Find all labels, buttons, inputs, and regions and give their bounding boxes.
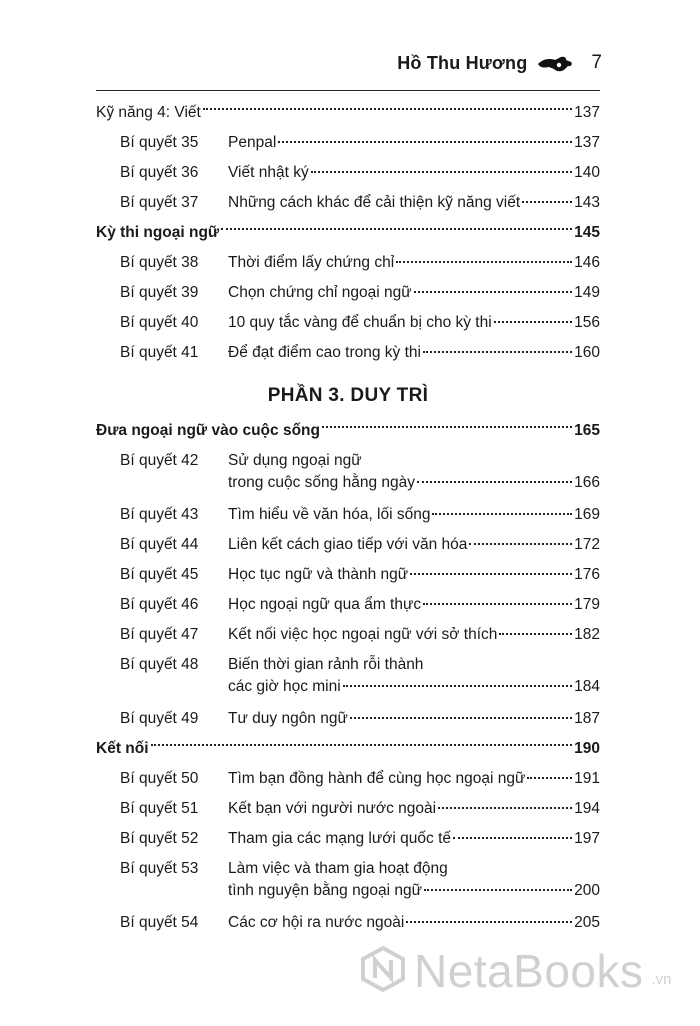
entry-line bbox=[228, 282, 600, 304]
entry-title: Tham gia các mạng lưới quốc tế bbox=[228, 830, 452, 847]
section-title: Kỹ năng 4: Viết bbox=[96, 104, 201, 121]
section-title: Đưa ngoại ngữ vào cuộc sống bbox=[96, 422, 320, 439]
entry-title: Tư duy ngôn ngữ bbox=[228, 710, 348, 727]
dot-leader bbox=[527, 777, 572, 779]
entry-title: Tìm bạn đồng hành để cùng học ngoại ngữ bbox=[228, 770, 526, 787]
entry-line bbox=[228, 472, 600, 494]
part-title: PHẦN 3. DUY TRÌ bbox=[267, 385, 429, 406]
dot-leader bbox=[221, 228, 572, 230]
toc-section[interactable] bbox=[96, 98, 600, 128]
entry-title: 10 quy tắc vàng để chuẩn bị cho kỳ thi bbox=[228, 314, 492, 331]
dot-leader bbox=[432, 513, 572, 515]
entry-code: Bí quyết 54 bbox=[120, 914, 199, 931]
entry-title: Viết nhật ký bbox=[228, 164, 309, 181]
entry-title: Penpal bbox=[228, 134, 277, 151]
entry-line bbox=[228, 858, 600, 880]
entry-line bbox=[228, 564, 600, 586]
entry-line bbox=[228, 534, 600, 556]
toc-entry[interactable] bbox=[96, 338, 600, 368]
entry-code: Bí quyết 44 bbox=[120, 536, 199, 553]
toc-entry[interactable] bbox=[96, 128, 600, 158]
dot-leader bbox=[322, 426, 572, 428]
entry-title: Chọn chứng chỉ ngoại ngữ bbox=[228, 284, 412, 301]
toc-entry[interactable] bbox=[96, 560, 600, 590]
toc-entry[interactable] bbox=[96, 530, 600, 560]
watermark-suffix: .vn bbox=[651, 971, 672, 988]
entry-code: Bí quyết 39 bbox=[120, 284, 199, 301]
entry-page: 169 bbox=[574, 506, 600, 523]
entry-title: Học ngoại ngữ qua ẩm thực bbox=[228, 596, 422, 613]
entry-line bbox=[228, 768, 600, 790]
entry-title: Liên kết cách giao tiếp với văn hóa bbox=[228, 536, 468, 553]
entry-body bbox=[228, 912, 600, 934]
entry-title: Biến thời gian rảnh rỗi thành bbox=[228, 656, 424, 673]
entry-code: Bí quyết 49 bbox=[120, 710, 199, 727]
entry-page: 137 bbox=[574, 134, 600, 151]
entry-line bbox=[228, 192, 600, 214]
entry-page: 146 bbox=[574, 254, 600, 271]
entry-page: 172 bbox=[574, 536, 600, 553]
dot-leader bbox=[423, 351, 572, 353]
entry-code: Bí quyết 47 bbox=[120, 626, 199, 643]
entry-body bbox=[228, 342, 600, 364]
toc-entry[interactable] bbox=[96, 500, 600, 530]
entry-line bbox=[228, 162, 600, 184]
entry-page: 166 bbox=[574, 474, 600, 491]
toc-entry[interactable] bbox=[96, 590, 600, 620]
entry-title: Làm việc và tham gia hoạt động bbox=[228, 860, 448, 877]
entry-code: Bí quyết 36 bbox=[120, 164, 199, 181]
entry-page: 149 bbox=[574, 284, 600, 301]
dot-leader bbox=[151, 744, 573, 746]
entry-line bbox=[228, 676, 600, 698]
entry-body bbox=[228, 798, 600, 820]
dot-leader bbox=[417, 481, 572, 483]
entry-body bbox=[228, 828, 600, 850]
entry-page: 143 bbox=[574, 194, 600, 211]
author-name: Hồ Thu Hương bbox=[397, 52, 528, 73]
entry-body bbox=[228, 768, 600, 790]
entry-code: Bí quyết 46 bbox=[120, 596, 199, 613]
entry-code: Bí quyết 45 bbox=[120, 566, 199, 583]
entry-line bbox=[228, 594, 600, 616]
entry-line bbox=[228, 654, 600, 676]
header-rule bbox=[96, 90, 600, 91]
entry-page: 200 bbox=[574, 882, 600, 899]
entry-page: 205 bbox=[574, 914, 600, 931]
dot-leader bbox=[453, 837, 572, 839]
entry-page: 160 bbox=[574, 344, 600, 361]
section-page: 145 bbox=[574, 224, 600, 241]
toc-entry[interactable] bbox=[96, 908, 600, 938]
entry-code: Bí quyết 52 bbox=[120, 830, 199, 847]
toc-section[interactable] bbox=[96, 734, 600, 764]
entry-page: 179 bbox=[574, 596, 600, 613]
entry-page: 182 bbox=[574, 626, 600, 643]
dot-leader bbox=[424, 889, 572, 891]
entry-page: 184 bbox=[574, 678, 600, 695]
toc-section[interactable] bbox=[96, 416, 600, 446]
entry-body bbox=[228, 858, 600, 902]
toc-entry[interactable] bbox=[96, 158, 600, 188]
netabooks-logo-icon bbox=[360, 946, 406, 997]
toc-entry[interactable] bbox=[96, 188, 600, 218]
dot-leader bbox=[423, 603, 572, 605]
entry-line bbox=[228, 252, 600, 274]
dot-leader bbox=[414, 291, 573, 293]
entry-body bbox=[228, 132, 600, 154]
entry-title: tình nguyện bằng ngoại ngữ bbox=[228, 882, 422, 899]
entry-body bbox=[228, 162, 600, 184]
entry-page: 176 bbox=[574, 566, 600, 583]
entry-code: Bí quyết 51 bbox=[120, 800, 199, 817]
toc-entry[interactable] bbox=[96, 764, 600, 794]
entry-code: Bí quyết 38 bbox=[120, 254, 199, 271]
watermark-brand: NetaBooks bbox=[414, 945, 644, 997]
dot-leader bbox=[410, 573, 572, 575]
dot-leader bbox=[396, 261, 572, 263]
entry-code: Bí quyết 53 bbox=[120, 860, 199, 877]
entry-line bbox=[228, 798, 600, 820]
entry-page: 194 bbox=[574, 800, 600, 817]
entry-body bbox=[228, 594, 600, 616]
entry-code: Bí quyết 48 bbox=[120, 656, 199, 673]
entry-code: Bí quyết 37 bbox=[120, 194, 199, 211]
entry-body bbox=[228, 282, 600, 304]
entry-line bbox=[228, 880, 600, 902]
section-page: 137 bbox=[574, 104, 600, 121]
dot-leader bbox=[343, 685, 572, 687]
toc-entry[interactable] bbox=[96, 278, 600, 308]
entry-body bbox=[228, 192, 600, 214]
entry-line bbox=[228, 624, 600, 646]
watermark bbox=[360, 944, 672, 998]
entry-body bbox=[228, 450, 600, 494]
entry-code: Bí quyết 43 bbox=[120, 506, 199, 523]
entry-body bbox=[228, 624, 600, 646]
entry-body bbox=[228, 504, 600, 526]
section-title: Kết nối bbox=[96, 740, 149, 757]
entry-body bbox=[228, 312, 600, 334]
entry-title: Để đạt điểm cao trong kỳ thi bbox=[228, 344, 421, 361]
toc-entry[interactable] bbox=[96, 824, 600, 854]
entry-line bbox=[228, 132, 600, 154]
toc-entry[interactable] bbox=[96, 650, 600, 704]
section-title: Kỳ thi ngoại ngữ bbox=[96, 224, 220, 241]
entry-body bbox=[228, 708, 600, 730]
dot-leader bbox=[278, 141, 572, 143]
entry-body bbox=[228, 654, 600, 698]
entry-page: 197 bbox=[574, 830, 600, 847]
entry-code: Bí quyết 50 bbox=[120, 770, 199, 787]
hand-pointer-icon bbox=[537, 52, 573, 74]
entry-page: 191 bbox=[574, 770, 600, 787]
entry-title: Sử dụng ngoại ngữ bbox=[228, 452, 362, 469]
entry-body bbox=[228, 252, 600, 274]
entry-title: Thời điểm lấy chứng chỉ bbox=[228, 254, 395, 271]
section-page: 165 bbox=[574, 422, 600, 439]
entry-code: Bí quyết 41 bbox=[120, 344, 199, 361]
entry-line bbox=[228, 450, 600, 472]
entry-title: Kết bạn với người nước ngoài bbox=[228, 800, 437, 817]
entry-title: Học tục ngữ và thành ngữ bbox=[228, 566, 409, 583]
dot-leader bbox=[522, 201, 572, 203]
entry-title: Những cách khác để cải thiện kỹ năng viết bbox=[228, 194, 521, 211]
dot-leader bbox=[494, 321, 572, 323]
entry-page: 156 bbox=[574, 314, 600, 331]
entry-code: Bí quyết 42 bbox=[120, 452, 199, 469]
dot-leader bbox=[438, 807, 572, 809]
dot-leader bbox=[350, 717, 572, 719]
entry-line bbox=[228, 828, 600, 850]
toc-entry[interactable] bbox=[96, 854, 600, 908]
entry-title: Các cơ hội ra nước ngoài bbox=[228, 914, 405, 931]
entry-code: Bí quyết 40 bbox=[120, 314, 199, 331]
entry-line bbox=[228, 504, 600, 526]
table-of-contents bbox=[96, 98, 600, 938]
entry-title: các giờ học mini bbox=[228, 678, 341, 695]
entry-page: 140 bbox=[574, 164, 600, 181]
toc-entry[interactable] bbox=[96, 248, 600, 278]
entry-line bbox=[228, 342, 600, 364]
running-header bbox=[397, 52, 602, 74]
dot-leader bbox=[406, 921, 572, 923]
entry-page: 187 bbox=[574, 710, 600, 727]
dot-leader bbox=[469, 543, 572, 545]
entry-title: Kết nối việc học ngoại ngữ với sở thích bbox=[228, 626, 498, 643]
toc-entry[interactable] bbox=[96, 446, 600, 500]
entry-body bbox=[228, 564, 600, 586]
entry-body bbox=[228, 534, 600, 556]
entry-title: trong cuộc sống hằng ngày bbox=[228, 474, 415, 491]
entry-title: Tìm hiểu về văn hóa, lối sống bbox=[228, 506, 431, 523]
entry-line bbox=[228, 312, 600, 334]
toc-section[interactable] bbox=[96, 218, 600, 248]
section-page: 190 bbox=[574, 740, 600, 757]
dot-leader bbox=[311, 171, 572, 173]
entry-line bbox=[228, 912, 600, 934]
toc-entry[interactable] bbox=[96, 308, 600, 338]
toc-entry[interactable] bbox=[96, 704, 600, 734]
toc-entry[interactable] bbox=[96, 794, 600, 824]
dot-leader bbox=[499, 633, 572, 635]
entry-code: Bí quyết 35 bbox=[120, 134, 199, 151]
entry-line bbox=[228, 708, 600, 730]
toc-entry[interactable] bbox=[96, 620, 600, 650]
page-number: 7 bbox=[591, 52, 602, 73]
dot-leader bbox=[203, 108, 572, 110]
